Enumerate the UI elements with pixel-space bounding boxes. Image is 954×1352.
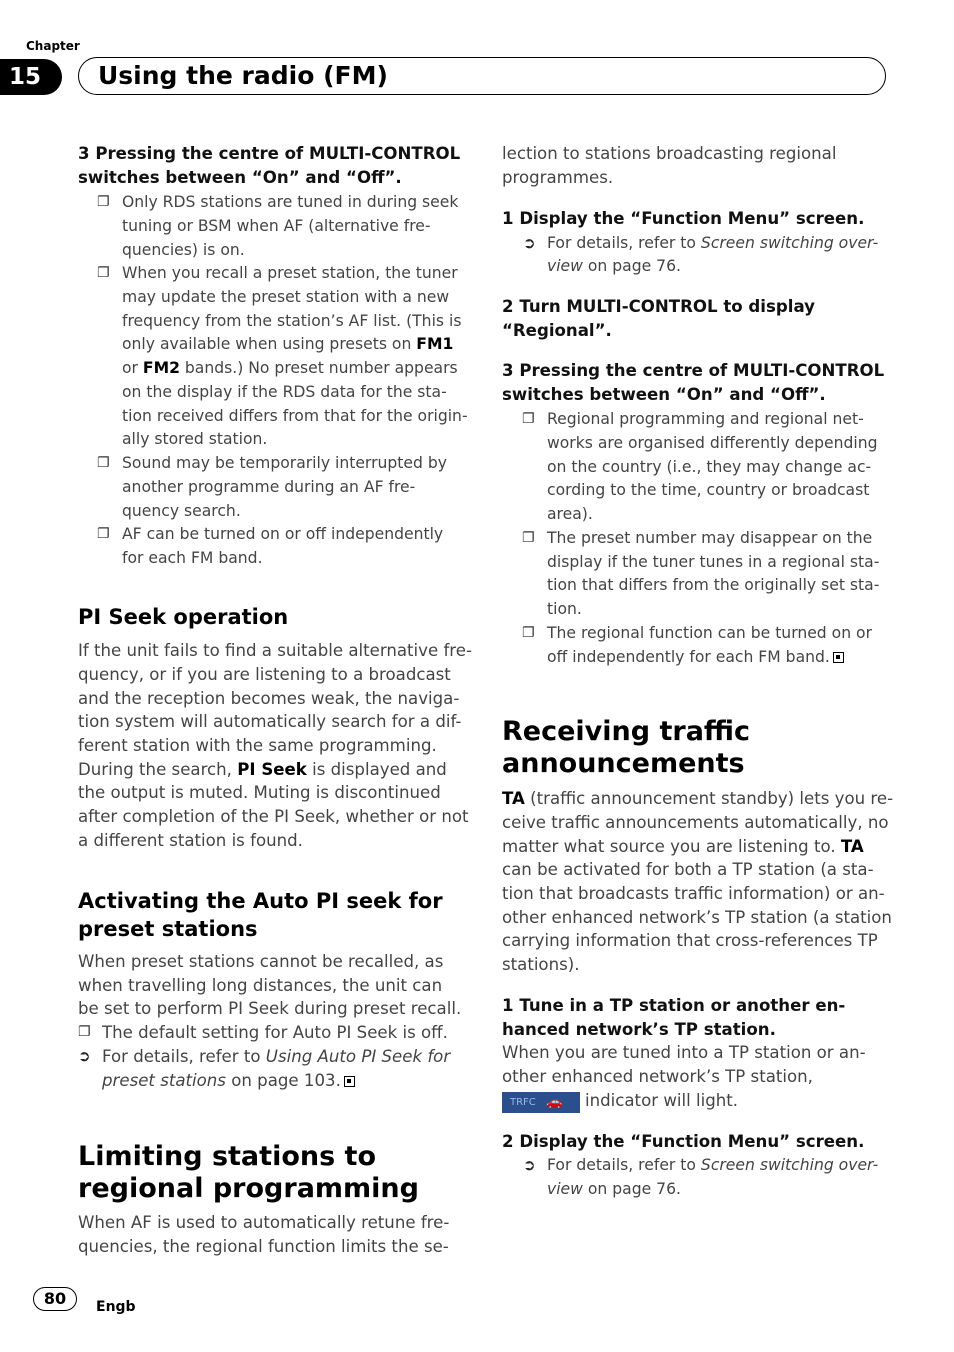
note-line: When you recall a preset station, the tuner [122, 264, 458, 282]
note-line: cording to the time, country or broadcast [547, 481, 870, 499]
body-line: after completion of the PI Seek, whether or not [78, 807, 469, 826]
reference-link[interactable]: Screen switching over- [700, 234, 879, 252]
step-3: switches between “On” and “Off”. [502, 385, 826, 404]
body-line: When AF is used to automatically retune fre- [78, 1213, 450, 1232]
note-line: for each FM band. [122, 549, 263, 567]
note-line: on the display if the RDS data for the sta- [122, 383, 447, 401]
end-mark-icon [344, 1076, 355, 1087]
body-line: ceive traffic announcements automatically, no [502, 813, 889, 832]
step-2: 2 Turn MULTI-CONTROL to display [502, 297, 815, 316]
section-heading-auto-pi: Activating the Auto PI seek for [78, 889, 443, 913]
body-line: be set to perform PI Seek during preset recall. [78, 999, 462, 1018]
ta-step-1: 1 Tune in a TP station or another en- [502, 996, 846, 1015]
note-line: frequency from the station’s AF list. (This is [122, 312, 462, 330]
section-heading-auto-pi: preset stations [78, 917, 258, 941]
note-line: only available when using presets on FM1 [122, 335, 454, 353]
reference-line: preset stations on page 103. [102, 1071, 355, 1090]
note-line: works are organised differently depending [547, 434, 878, 452]
note-line: Sound may be temporarily interrupted by [122, 454, 447, 472]
chapter-number-badge: 15 [0, 59, 62, 95]
note-line: tion received differs from that for the origin- [122, 407, 468, 425]
fm2-label: FM2 [142, 359, 180, 377]
body-line: TA (traffic announcement standby) lets you re- [502, 789, 894, 808]
pi-seek-label: PI Seek [237, 760, 307, 779]
body-line: when travelling long distances, the unit can [78, 976, 443, 995]
note-line: quencies) is on. [122, 241, 245, 259]
body-line: other enhanced network’s TP station (a station [502, 908, 892, 927]
body-line: can be activated for both a TP station (a sta- [502, 860, 874, 879]
note-line: off independently for each FM band. [547, 648, 844, 666]
note-line: or FM2 bands.) No preset number appears [122, 359, 458, 377]
reference-link[interactable]: view [547, 1180, 583, 1198]
reference-line: view on page 76. [547, 257, 681, 275]
note-line: The default setting for Auto PI Seek is off. [102, 1023, 448, 1042]
step-3: 3 Pressing the centre of MULTI-CONTROL [502, 361, 885, 380]
ta-step-1: hanced network’s TP station. [502, 1020, 776, 1039]
reference-arrow-icon: ➲ [78, 1047, 91, 1065]
section-heading-pi-seek: PI Seek operation [78, 605, 289, 629]
note-line: The regional function can be turned on or [547, 624, 872, 642]
ta-label: TA [840, 837, 864, 856]
note-line: quency search. [122, 502, 241, 520]
chapter-label: Chapter [26, 39, 80, 53]
note-line: AF can be turned on or off independently [122, 525, 444, 543]
body-line: During the search, PI Seek is displayed and [78, 760, 447, 779]
checkbox-bullet-icon: ❐ [97, 455, 110, 471]
step-2: “Regional”. [502, 321, 612, 340]
body-line: and the reception becomes weak, the naviga- [78, 689, 460, 708]
fm1-label: FM1 [416, 335, 454, 353]
note-line: Regional programming and regional net- [547, 410, 864, 428]
reference-link[interactable]: preset stations [102, 1071, 226, 1090]
reference-link[interactable]: Using Auto PI Seek for [265, 1047, 451, 1066]
body-line: indicator will light. [585, 1091, 739, 1110]
page-number: 80 [33, 1287, 77, 1311]
section-heading-traffic: announcements [502, 748, 745, 779]
section-heading-limiting: Limiting stations to [78, 1141, 377, 1172]
body-line: tion that broadcasts traffic information) or an- [502, 884, 885, 903]
note-line: another programme during an AF fre- [122, 478, 416, 496]
body-line: When preset stations cannot be recalled, as [78, 952, 444, 971]
reference-line: For details, refer to Screen switching over- [547, 234, 879, 252]
note-line: ally stored station. [122, 430, 268, 448]
step-3-line2: switches between “On” and “Off”. [78, 168, 402, 187]
body-line: carrying information that cross-references TP [502, 931, 878, 950]
checkbox-bullet-icon: ❐ [97, 526, 110, 542]
body-line: quency, or if you are listening to a broadcast [78, 665, 451, 684]
ta-label: TA [502, 789, 525, 808]
note-line: area). [547, 505, 593, 523]
step-1: 1 Display the “Function Menu” screen. [502, 209, 865, 228]
note-line: Only RDS stations are tuned in during seek [122, 193, 459, 211]
checkbox-bullet-icon: ❐ [97, 265, 110, 281]
note-line: tuning or BSM when AF (alternative fre- [122, 217, 431, 235]
section-heading-traffic: Receiving traffic [502, 716, 751, 747]
note-line: on the country (i.e., they may change ac- [547, 458, 872, 476]
reference-arrow-icon: ➲ [523, 1156, 536, 1174]
body-line: If the unit fails to find a suitable alternative fre- [78, 641, 472, 660]
body-line: lection to stations broadcasting regional [502, 144, 837, 163]
note-line: tion that differs from the originally set sta- [547, 576, 880, 594]
reference-line: For details, refer to Screen switching over- [547, 1156, 879, 1174]
reference-link[interactable]: view [547, 257, 583, 275]
reference-arrow-icon: ➲ [523, 234, 536, 252]
trfc-indicator-icon: TRFC 🚗 [502, 1092, 580, 1113]
body-line: programmes. [502, 168, 614, 187]
checkbox-bullet-icon: ❐ [78, 1024, 91, 1040]
note-line: may update the preset station with a new [122, 288, 450, 306]
end-mark-icon [833, 652, 844, 663]
checkbox-bullet-icon: ❐ [522, 411, 535, 427]
note-line: tion. [547, 600, 582, 618]
step-3-line1: 3 Pressing the centre of MULTI-CONTROL [78, 144, 461, 163]
reference-line: view on page 76. [547, 1180, 681, 1198]
ta-step-2: 2 Display the “Function Menu” screen. [502, 1132, 865, 1151]
body-line: the output is muted. Muting is discontinued [78, 783, 441, 802]
body-line: stations). [502, 955, 580, 974]
body-line: matter what source you are listening to. TA [502, 837, 864, 856]
body-line: When you are tuned into a TP station or an- [502, 1043, 866, 1062]
reference-line: For details, refer to Using Auto PI Seek for [102, 1047, 451, 1066]
section-heading-limiting: regional programming [78, 1173, 419, 1204]
checkbox-bullet-icon: ❐ [97, 194, 110, 210]
reference-link[interactable]: Screen switching over- [700, 1156, 879, 1174]
page-title: Using the radio (FM) [98, 61, 388, 90]
note-line: display if the tuner tunes in a regional sta- [547, 553, 880, 571]
body-line: other enhanced network’s TP station, [502, 1067, 813, 1086]
body-line: tion system will automatically search for a dif- [78, 712, 462, 731]
language-code: Engb [96, 1299, 136, 1315]
checkbox-bullet-icon: ❐ [522, 530, 535, 546]
body-line: quencies, the regional function limits the se- [78, 1237, 449, 1256]
checkbox-bullet-icon: ❐ [522, 625, 535, 641]
note-line: The preset number may disappear on the [547, 529, 873, 547]
body-line: a different station is found. [78, 831, 303, 850]
body-line: ferent station with the same programming. [78, 736, 437, 755]
